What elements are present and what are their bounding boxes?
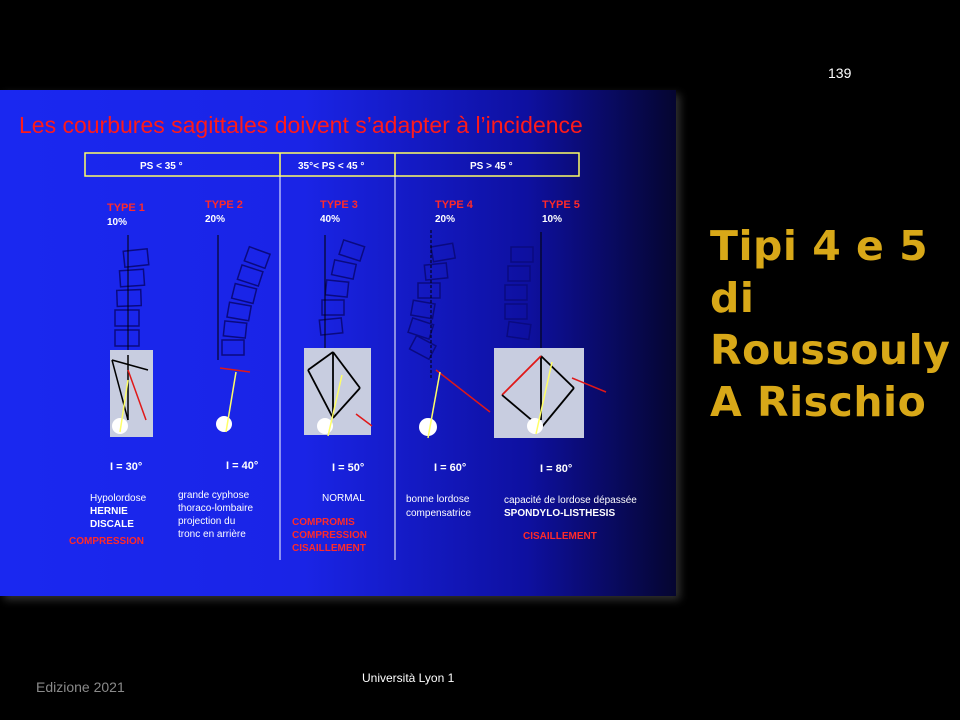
type-percent: 40%: [320, 214, 341, 225]
description-line: bonne lordose: [406, 494, 470, 505]
side-title-line: A Rischio: [710, 378, 927, 426]
sacral-plate-line: [436, 370, 490, 412]
ps-range-label: PS < 35 °: [140, 161, 183, 172]
description-line: NORMAL: [322, 493, 365, 504]
slide-number: 139: [828, 65, 852, 81]
vertebrae: [115, 249, 149, 346]
type-label: TYPE 3: [320, 199, 358, 211]
vertebrae: [319, 240, 364, 335]
sacral-plate-line: [220, 368, 250, 372]
type-percent: 20%: [205, 214, 226, 225]
incidence-label: I = 60°: [434, 462, 467, 474]
ps-range-label: 35°< PS < 45 °: [298, 161, 365, 172]
description-line: thoraco-lombaire: [178, 503, 254, 514]
vertebrae: [505, 247, 533, 339]
type-label: TYPE 2: [205, 199, 243, 211]
incidence-label: I = 50°: [332, 462, 365, 474]
description-line: Hypolordose: [90, 493, 147, 504]
description-line: HERNIE: [90, 506, 128, 517]
femoral-head: [216, 416, 232, 432]
description-line: CISAILLEMENT: [292, 543, 366, 554]
footer-university: Università Lyon 1: [362, 671, 455, 685]
description-line: SPONDYLO-LISTHESIS: [504, 508, 616, 519]
type-label: TYPE 5: [542, 199, 580, 211]
type-percent: 20%: [435, 214, 456, 225]
vertebrae: [408, 243, 455, 359]
description-line: tronc en arrière: [178, 529, 246, 540]
type-1-column: [69, 202, 153, 547]
incidence-label: I = 80°: [540, 463, 573, 475]
description-line: DISCALE: [90, 519, 134, 530]
femoral-head: [527, 418, 543, 434]
side-title: [710, 220, 950, 428]
description-line: COMPRESSION: [292, 530, 368, 541]
type-2-column: [178, 199, 270, 540]
type-percent: 10%: [107, 217, 128, 228]
type-4-column: [406, 199, 490, 519]
type-label: TYPE 1: [107, 202, 145, 214]
type-5-column: [494, 199, 637, 542]
description-line: projection du: [178, 516, 236, 527]
description-line: COMPROMIS: [292, 517, 355, 528]
footer-edition: Edizione 2021: [36, 679, 125, 695]
side-title-line: di: [710, 274, 755, 322]
side-title-line: Tipi 4 e 5: [710, 222, 929, 270]
panel-title: Les courbures sagittales doivent s’adapter à l’incidence: [19, 112, 583, 138]
side-title-line: Roussouly: [710, 326, 951, 374]
ps-range-label: PS > 45 °: [470, 161, 513, 172]
type-percent: 10%: [542, 214, 563, 225]
description-line: grande cyphose: [178, 490, 250, 501]
type-label: TYPE 4: [435, 199, 473, 211]
description-line: compensatrice: [406, 508, 472, 519]
description-line: capacité de lordose dépassée: [504, 495, 637, 506]
description-line: CISAILLEMENT: [523, 531, 597, 542]
type-3-column: [292, 199, 372, 554]
incidence-label: I = 30°: [110, 461, 143, 473]
femoral-head: [419, 418, 437, 436]
incidence-label: I = 40°: [226, 460, 259, 472]
description-line: COMPRESSION: [69, 536, 145, 547]
vertebrae: [222, 247, 270, 355]
